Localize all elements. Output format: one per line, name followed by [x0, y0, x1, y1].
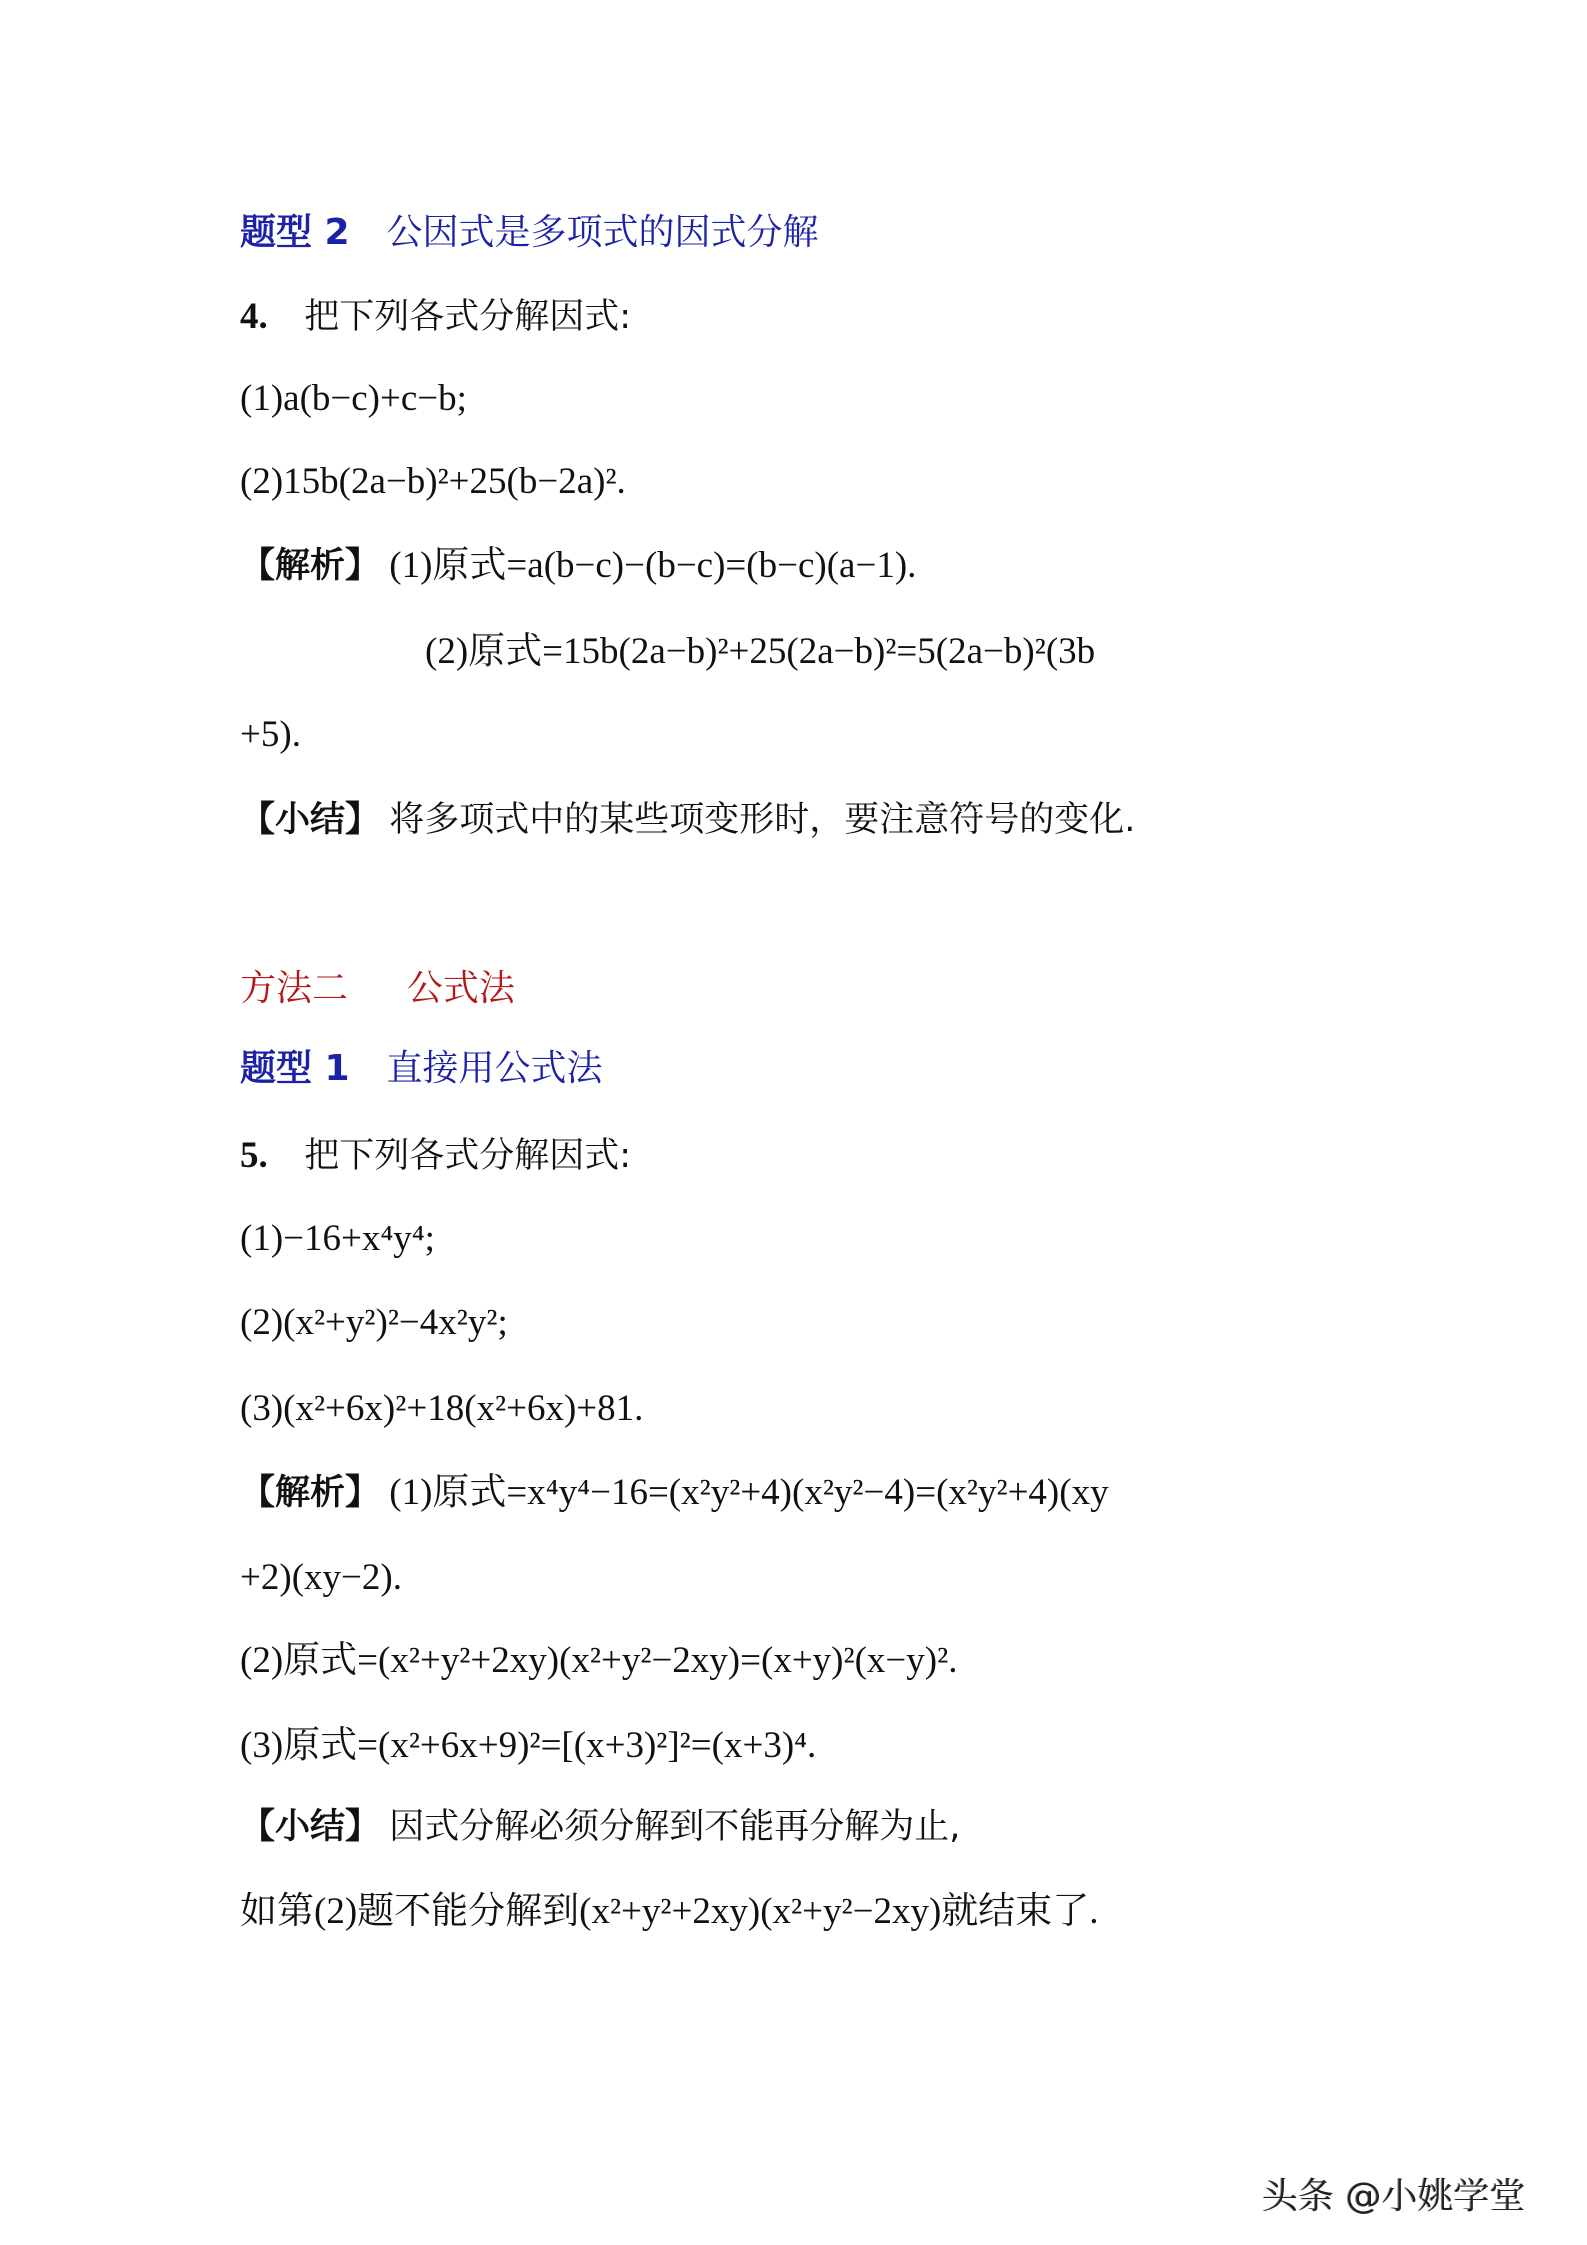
section-label: 题型 1 — [240, 1048, 350, 1089]
section-title: 公因式是多项式的因式分解 — [386, 212, 819, 253]
question-5-analysis-line-4: (3)原式=(x²+6x+9)²=[(x+3)²]²=(x+3)⁴. — [240, 1725, 817, 1766]
question-4-summary — [240, 795, 1135, 845]
summary-tag: 【小结】 — [240, 1807, 381, 1847]
question-4-prompt — [240, 292, 631, 342]
question-4-item-1: (1)a(b−c)+c−b; — [240, 378, 467, 419]
section-heading-type1 — [240, 1044, 603, 1094]
method-label: 方法二 — [240, 968, 349, 1009]
analysis-text: (1)原式=a(b−c)−(b−c)=(b−c)(a−1). — [389, 545, 917, 586]
question-4-analysis-line-1 — [240, 541, 916, 591]
section-label: 题型 2 — [240, 212, 350, 253]
section-heading-type2 — [240, 208, 819, 258]
summary-tag: 【小结】 — [240, 800, 381, 840]
analysis-tag: 【解析】 — [240, 1473, 381, 1513]
question-5-item-1: (1)−16+x⁴y⁴; — [240, 1218, 435, 1259]
summary-text: 将多项式中的某些项变形时，要注意符号的变化. — [389, 800, 1136, 840]
section-title: 直接用公式法 — [386, 1048, 603, 1089]
question-4-item-2: (2)15b(2a−b)²+25(b−2a)². — [240, 461, 626, 502]
question-5-summary-line-2: 如第(2)题不能分解到(x²+y²+2xy)(x²+y²−2xy)就结束了. — [240, 1891, 1099, 1932]
question-5-item-3: (3)(x²+6x)²+18(x²+6x)+81. — [240, 1388, 644, 1429]
question-4-analysis-line-3: +5). — [240, 714, 301, 755]
summary-text: 因式分解必须分解到不能再分解为止, — [389, 1807, 961, 1847]
question-5-summary-line-1 — [240, 1802, 960, 1852]
question-prompt: 把下列各式分解因式: — [304, 1136, 632, 1176]
question-5-item-2: (2)(x²+y²)²−4x²y²; — [240, 1302, 508, 1343]
question-number: 4. — [240, 296, 268, 337]
question-5-analysis-line-2: +2)(xy−2). — [240, 1557, 402, 1598]
question-5-prompt — [240, 1131, 631, 1181]
method-heading — [240, 964, 515, 1014]
question-prompt: 把下列各式分解因式: — [304, 297, 632, 337]
watermark: 头条 @小姚学堂 — [1262, 2176, 1526, 2217]
question-5-analysis-line-3: (2)原式=(x²+y²+2xy)(x²+y²−2xy)=(x+y)²(x−y)². — [240, 1640, 958, 1681]
question-5-analysis-line-1 — [240, 1468, 1109, 1518]
analysis-tag: 【解析】 — [240, 546, 381, 586]
question-number: 5. — [240, 1135, 268, 1176]
method-title: 公式法 — [406, 968, 515, 1009]
question-4-analysis-line-2: (2)原式=15b(2a−b)²+25(2a−b)²=5(2a−b)²(3b — [425, 631, 1096, 672]
analysis-text: (1)原式=x⁴y⁴−16=(x²y²+4)(x²y²−4)=(x²y²+4)(xy — [389, 1472, 1109, 1513]
